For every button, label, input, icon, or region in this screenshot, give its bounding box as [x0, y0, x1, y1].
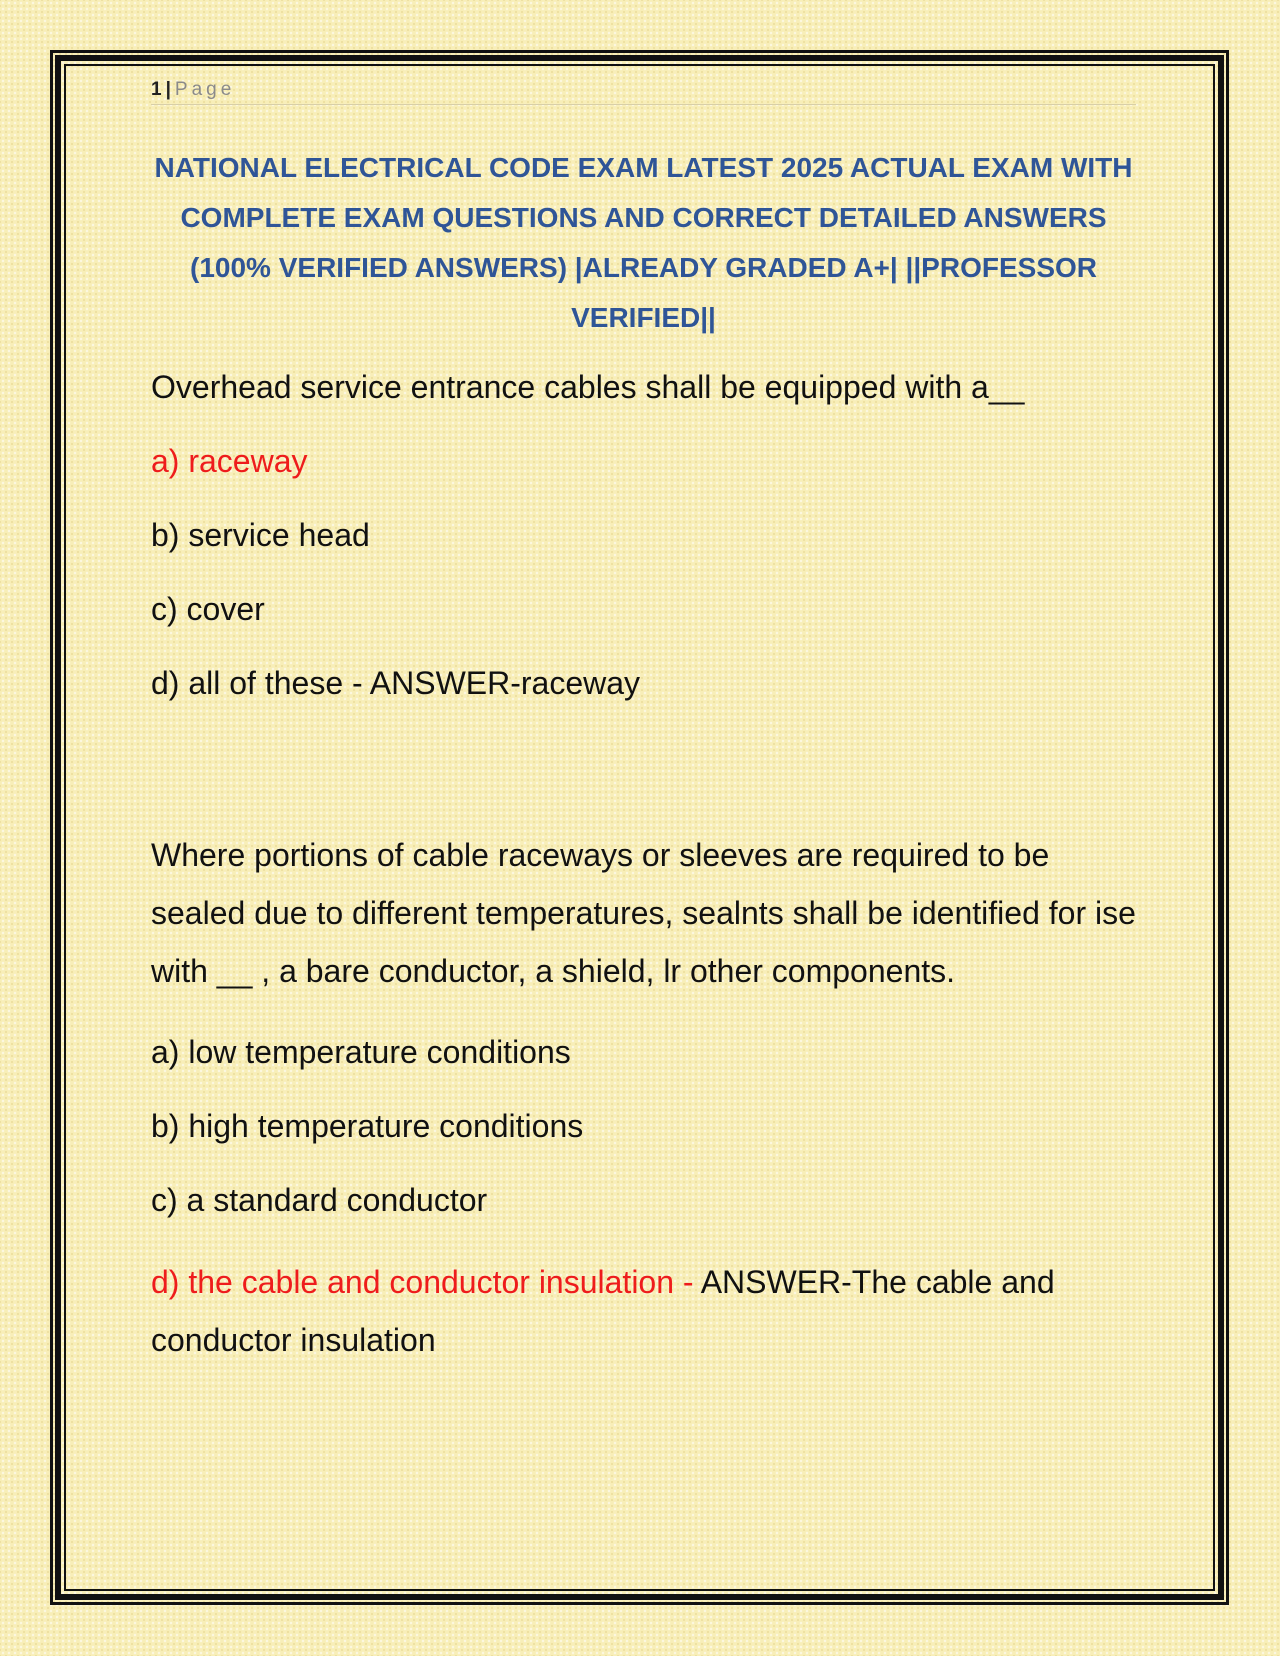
- question-2-answer: ANSWER-The cable and conductor insulation: [151, 1264, 1055, 1358]
- page-number: 1: [151, 79, 162, 100]
- page-label: Page: [174, 79, 236, 100]
- question-2-option-c: c) a standard conductor: [151, 1182, 488, 1218]
- document-title: NATIONAL ELECTRICAL CODE EXAM LATEST 2025 ACTUAL EXAM WITH COMPLETE EXAM QUESTIONS AND CORRECT DETAILED ANSWERS (100% VERIFIED ANSWERS) |ALREADY GRADED A+| ||PROFESSOR VERIFIED||: [154, 152, 1133, 333]
- page-header: [151, 76, 1136, 105]
- question-1: [151, 366, 1136, 705]
- question-1-option-d: d) all of these - ANSWER-raceway: [151, 665, 641, 701]
- question-2-option-d-text: d) the cable and conductor insulation -: [151, 1264, 701, 1300]
- question-2: [151, 826, 1136, 1369]
- page-separator: |: [165, 79, 171, 100]
- question-1-option-c: c) cover: [151, 591, 265, 627]
- question-2-option-a: a) low temperature conditions: [151, 1034, 571, 1070]
- question-2-prompt: Where portions of cable raceways or sleeves are required to be sealed due to different temperatures, sealnts shall be identified for ise with __ , a bare conductor, a shield, lr other components.: [151, 837, 1136, 989]
- question-spacer: [151, 736, 1136, 826]
- question-1-option-b: b) service head: [151, 517, 370, 553]
- question-2-option-d: [151, 1253, 1136, 1369]
- question-1-prompt: Overhead service entrance cables shall be equipped with a__: [151, 369, 1025, 405]
- document-body: [151, 366, 1136, 1400]
- question-1-option-a: a) raceway: [151, 443, 308, 479]
- question-2-option-b: b) high temperature conditions: [151, 1108, 584, 1144]
